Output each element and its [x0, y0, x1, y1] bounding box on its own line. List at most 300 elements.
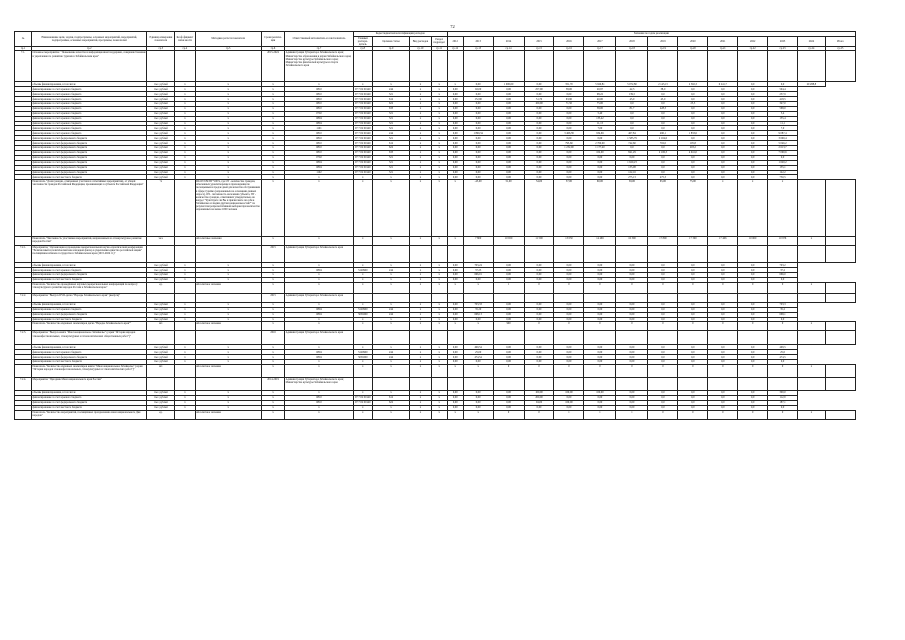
finance-value: 0,0 [708, 302, 738, 307]
finance-value: 0,00 [554, 273, 584, 278]
indicator-value: х [261, 237, 285, 246]
header-year-2023: 2023 [768, 36, 798, 46]
finance-value: 0,0 [768, 360, 798, 365]
finance-value: х [410, 390, 431, 395]
header-year-2016: 2016 [554, 36, 584, 46]
finance-value: х [261, 350, 285, 355]
finance-value: 244 [372, 268, 409, 273]
finance-value: 0,00 [447, 175, 463, 180]
finance-value: 668,13 [463, 312, 493, 317]
finance-value: 0810 [285, 136, 353, 141]
finance-value: х [261, 345, 285, 350]
indicator-value: х [431, 410, 447, 419]
finance-value: 0,0 [648, 317, 678, 322]
item-name: Мероприятие "Выпуск книги "Многонациональное Забайкалье" (серия "История народов этноконфессиональных, этнокультурных и этнополитических общественных работ")" [32, 331, 147, 345]
finance-value: 0810 [285, 146, 353, 151]
finance-value: х [195, 82, 261, 87]
finance-value: 0,00 [616, 345, 648, 350]
finance-value: 0,00 [616, 302, 648, 307]
finance-value: х [195, 355, 261, 360]
finance-value: х [195, 87, 261, 92]
finance-value: 750,5 [768, 175, 798, 180]
finance-value: 0,00 [616, 155, 648, 160]
finance-value: 703,24 [463, 263, 493, 268]
finance-value: х [285, 175, 353, 180]
indicator-unit: шт. [147, 364, 175, 377]
finance-value: х [261, 302, 285, 307]
finance-value: х [175, 277, 195, 282]
finance-value: х [372, 317, 409, 322]
finance-value: х [261, 141, 285, 146]
finance-value: 0,00 [463, 160, 493, 165]
finance-value: 0,0 [648, 360, 678, 365]
finance-value: 0,0 [708, 116, 738, 121]
finance-value: 0,00 [493, 390, 524, 395]
finance-value: 0,0 [738, 82, 768, 87]
finance-label: финансирование за счет федерального бюджета [32, 312, 147, 317]
finance-value: х [175, 400, 195, 405]
header-year-2019: 2019 [648, 36, 678, 46]
finance-value: 0702 [285, 111, 353, 116]
finance-value: 474,54 [463, 355, 493, 360]
finance-value: 38,0 [648, 87, 678, 92]
finance-value: х [353, 345, 372, 350]
finance-value: х [431, 312, 447, 317]
finance-value: тыс. рублей [147, 126, 175, 131]
finance-value: 0,00 [463, 146, 493, 151]
finance-value: 0,00 [493, 317, 524, 322]
finance-value: х [431, 126, 447, 131]
empty-cell [678, 246, 708, 263]
finance-value: 0,00 [493, 131, 524, 136]
column-number-cell: гр.24 [798, 46, 826, 51]
indicator-value: 17 406 [708, 237, 738, 246]
empty-cell [738, 293, 768, 302]
finance-value: 0,0 [738, 97, 768, 102]
finance-value: 1 177,40 [584, 146, 616, 151]
finance-value: тыс. рублей [147, 390, 175, 395]
finance-value: 0,0 [616, 111, 648, 116]
finance-value: 0810 [285, 141, 353, 146]
indicator-value: х [738, 180, 768, 237]
finance-value: 0,0 [708, 263, 738, 268]
indicator-value: 57,00 [554, 180, 584, 237]
finance-value: 0,00 [554, 175, 584, 180]
empty-cell [825, 237, 855, 246]
finance-value: х [431, 150, 447, 155]
indicator-value: 11 500 [524, 237, 554, 246]
finance-value: х [175, 82, 195, 87]
item-deadline: 2014-2019 [261, 377, 285, 390]
header-name: Наименование цели, задачи, подпрограммы, основных мероприятий, мероприятий, подпрограммы, основных мероприятий, программы, показателей [32, 32, 147, 47]
finance-label: финансирование за счет федерального бюджета [32, 150, 147, 155]
finance-value: 0804 [285, 165, 353, 170]
finance-label: финансирование за счет краевого бюджета [32, 307, 147, 312]
finance-value: 0,0 [678, 175, 708, 180]
finance-value: 35,20 [463, 307, 493, 312]
indicator-method: Абсолютное значение [195, 410, 261, 419]
finance-value: 0,0 [768, 277, 798, 282]
empty-cell [493, 331, 524, 345]
finance-value: х [261, 150, 285, 155]
empty-cell [798, 377, 826, 390]
finance-value: х [410, 345, 431, 350]
finance-value: х [410, 82, 431, 87]
finance-value: х [410, 136, 431, 141]
column-number-cell: гр.6 [261, 46, 285, 51]
finance-value: 1101 [285, 126, 353, 131]
finance-label: финансирование за счет федерального бюджета [32, 165, 147, 170]
indicator-value: 0 [493, 410, 524, 419]
finance-value: 0,0 [678, 160, 708, 165]
header-deadline: Сроки реализа- ции [261, 32, 285, 47]
item-name: Мероприятие "Организация и проведение межрегиональной научно-практической конференции "Религиозный и политический как ключевой фактор в укреплении единства российской нации" посвящённая юбилею государства в Забайкальском крае (2015-2024 гг.)" [32, 246, 147, 263]
finance-value: х [175, 106, 195, 111]
finance-value: 0,00 [584, 355, 616, 360]
finance-value: 0,00 [524, 165, 554, 170]
finance-value: 0,00 [493, 150, 524, 155]
finance-value: 0,00 [447, 121, 463, 126]
finance-value: 0,0 [648, 405, 678, 410]
indicator-value: х [372, 364, 409, 377]
indicator-value: х [447, 322, 463, 331]
finance-value: 0804 [285, 312, 353, 317]
finance-value: 0,0 [678, 87, 708, 92]
indicator-value: х [285, 410, 353, 419]
finance-value: 172,90 [463, 97, 493, 102]
header-coef: Коэф фициент значи мости [175, 32, 195, 47]
finance-value: х [431, 82, 447, 87]
finance-value: 0,00 [584, 317, 616, 322]
finance-value: 0810 [285, 97, 353, 102]
finance-value: х [285, 360, 353, 365]
item-name: Мероприятие "Праздник Многонационального края России" [32, 377, 147, 390]
empty-cell [825, 180, 855, 237]
finance-value: 100,00 [554, 400, 584, 405]
finance-label: финансирование за счет федерального бюджета [32, 146, 147, 151]
finance-value: 0,00 [447, 87, 463, 92]
finance-value: х [261, 390, 285, 395]
finance-value: 42,3 [616, 87, 648, 92]
finance-value: 0,00 [524, 150, 554, 155]
finance-value: 07 7 02 00140 [355, 112, 371, 116]
finance-value: 1 620,2 [768, 160, 798, 165]
empty-cell [708, 293, 738, 302]
finance-value: 0,00 [463, 175, 493, 180]
finance-label: финансирование за счет местного бюджета [32, 405, 147, 410]
finance-value: 5,4 [768, 111, 798, 116]
finance-value: 0,0 [648, 302, 678, 307]
finance-value: 703,2 [768, 263, 798, 268]
finance-value: х [431, 170, 447, 175]
finance-value: 0,00 [584, 170, 616, 175]
finance-value: 0,0 [708, 97, 738, 102]
indicator-value: х [372, 322, 409, 331]
empty-cell [825, 293, 855, 302]
finance-value: х [431, 160, 447, 165]
empty-cell [584, 246, 616, 263]
finance-value: 0,00 [584, 268, 616, 273]
finance-value: 0,00 [463, 150, 493, 155]
finance-value: 0,0 [678, 155, 708, 160]
finance-value: 0,00 [493, 170, 524, 175]
finance-value: 0,00 [447, 350, 463, 355]
finance-value: х [195, 273, 261, 278]
finance-value: 5 920,81 [584, 82, 616, 87]
finance-value: 0,0 [738, 360, 768, 365]
finance-value: 2 592,3 [678, 82, 708, 87]
empty-cell [493, 293, 524, 302]
indicator-value: 17 800 [648, 237, 678, 246]
empty-cell [648, 331, 678, 345]
finance-value: 0,0 [678, 170, 708, 175]
finance-value: х [195, 268, 261, 273]
empty-cell [584, 293, 616, 302]
empty-cell [147, 51, 175, 82]
finance-value: 0,00 [493, 106, 524, 111]
finance-value: 0,0 [648, 307, 678, 312]
finance-value: х [261, 268, 285, 273]
finance-value: х [431, 317, 447, 322]
indicator-value: х [410, 237, 431, 246]
finance-value: х [410, 141, 431, 146]
finance-value: х [175, 360, 195, 365]
finance-value: 0,00 [447, 268, 463, 273]
finance-value: 0,00 [524, 146, 554, 151]
finance-value: 0,0 [708, 160, 738, 165]
finance-value: 795,60 [554, 141, 584, 146]
finance-value: 0,00 [554, 136, 584, 141]
finance-value: 0,0 [648, 126, 678, 131]
empty-cell [15, 364, 32, 377]
finance-value: х [195, 360, 261, 365]
finance-value: х [431, 141, 447, 146]
indicator-value: х [431, 180, 447, 237]
finance-value: 0,00 [524, 131, 554, 136]
finance-value: 300,0 [768, 390, 798, 395]
column-number-cell: гр.10 [410, 46, 431, 51]
finance-value: 0,00 [447, 155, 463, 160]
indicator-value: 0 [768, 282, 798, 293]
finance-value: 0,00 [463, 165, 493, 170]
finance-value: 0,00 [554, 350, 584, 355]
finance-value: 0,00 [524, 170, 554, 175]
finance-value: х [175, 150, 195, 155]
finance-value: х [285, 317, 353, 322]
finance-value: х [175, 131, 195, 136]
finance-value: тыс. рублей [147, 146, 175, 151]
finance-value: 0,0 [738, 136, 768, 141]
empty-cell [195, 51, 261, 82]
indicator-value: х [447, 180, 463, 237]
indicator-value: х [261, 180, 285, 237]
empty-cell [372, 51, 409, 82]
column-number-cell: гр.17 [584, 46, 616, 51]
indicator-value: х [372, 180, 409, 237]
finance-value: х [195, 146, 261, 151]
finance-value: 244 [372, 87, 409, 92]
finance-value: 0,00 [463, 390, 493, 395]
empty-cell [447, 51, 463, 82]
finance-value: х [195, 350, 261, 355]
finance-value: 9 087,4 [768, 131, 798, 136]
indicator-value: х [285, 180, 353, 237]
finance-value: х [195, 400, 261, 405]
finance-value: 0,0 [678, 350, 708, 355]
empty-cell [463, 51, 493, 82]
finance-value: х [410, 400, 431, 405]
page-number: 72 [450, 24, 455, 29]
indicator-value: 900 [493, 322, 524, 331]
finance-value: 0,0 [708, 141, 738, 146]
finance-value: 0,0 [708, 345, 738, 350]
finance-value: тыс. рублей [147, 97, 175, 102]
indicator-method: Ш=ОТ/ОЧ/ПТ*100%, где ОТ - количество граждан, отмеченных удовлетворение в прохождении по посещаемым и продле дней для качества обслуживания в сфере туризма (опрошенных на основании данных опроса), ОЧ - численность населения субъекта, ПТ - количество граждан, ответивших утвердительно на вопрос "Чувствуете ли Вы и причисляете ли себя к Забайкалью и людям другим национальностей?" по результатам репрезентативной выборки при количестве опрошенных не менее 1000 человек [195, 180, 261, 237]
finance-value: 0,0 [678, 97, 708, 102]
finance-value: х [261, 155, 285, 160]
indicator-value: х [447, 364, 463, 377]
finance-value: 0,00 [524, 345, 554, 350]
finance-value: х [261, 160, 285, 165]
finance-value: 45,0 [616, 97, 648, 102]
finance-value: 321 [372, 160, 409, 165]
finance-value: 0,00 [493, 141, 524, 146]
finance-value: 100,00 [524, 102, 554, 107]
finance-value: 0,00 [447, 92, 463, 97]
finance-value: 418,5 [768, 97, 798, 102]
finance-value: х [261, 126, 285, 131]
indicator-value: 63,00 [616, 180, 648, 237]
finance-value: х [261, 395, 285, 400]
finance-value: х [431, 136, 447, 141]
indicator-value: 0 [768, 364, 798, 377]
empty-cell [825, 322, 855, 331]
finance-value: х [372, 405, 409, 410]
empty-cell [768, 293, 798, 302]
finance-value: 2 104,6 [648, 136, 678, 141]
finance-value: х [261, 146, 285, 151]
finance-value: тыс. рублей [147, 263, 175, 268]
finance-label: финансирование за счет краевого бюджета [32, 395, 147, 400]
finance-label: финансирование за счет федерального бюджета [32, 355, 147, 360]
finance-value: 568,0 [768, 106, 798, 111]
finance-value: 11,1 [768, 121, 798, 126]
indicator-value: 75,00 [678, 180, 708, 237]
finance-value: х [195, 106, 261, 111]
finance-value: х [261, 106, 285, 111]
finance-value: 07 7 02 00140 [355, 401, 371, 405]
finance-value: 0,00 [524, 268, 554, 273]
empty-cell [554, 51, 584, 82]
finance-value: х [261, 111, 285, 116]
indicator-value: 0 [768, 322, 798, 331]
finance-value: 0,00 [524, 273, 554, 278]
finance-value: х [285, 82, 353, 87]
finance-value: х [261, 97, 285, 102]
finance-value: х [261, 116, 285, 121]
empty-cell [372, 377, 409, 390]
finance-value: 0,0 [738, 116, 768, 121]
finance-label: финансирование за счет краевого бюджета [32, 350, 147, 355]
empty-cell [798, 180, 826, 237]
header-year-2022: 2022 [738, 36, 768, 46]
finance-value: 63,90 [554, 97, 584, 102]
empty-cell [616, 331, 648, 345]
finance-value: тыс. рублей [147, 312, 175, 317]
finance-value: 0,00 [554, 355, 584, 360]
item-executor: Администрация Губернатора Забайкальского края [285, 293, 353, 302]
indicator-value: 0 [584, 364, 616, 377]
empty-cell [738, 377, 768, 390]
finance-value: 0,0 [648, 170, 678, 175]
finance-value: х [353, 317, 372, 322]
empty-cell [524, 246, 554, 263]
indicator-value: 0 [616, 282, 648, 293]
finance-value: 0,0 [616, 102, 648, 107]
indicator-value: 0 [708, 364, 738, 377]
finance-value: тыс. рублей [147, 111, 175, 116]
item-deadline: 2016 [261, 331, 285, 345]
header-values-group: Значения по годам реализации [447, 32, 855, 37]
finance-value: 37,23 [463, 268, 493, 273]
finance-value: 474,5 [768, 355, 798, 360]
finance-value: х [285, 345, 353, 350]
finance-value: 0,00 [493, 87, 524, 92]
indicator-method: Абсолютное значение [195, 364, 261, 377]
finance-value: 0,00 [463, 116, 493, 121]
finance-value: 633 [372, 150, 409, 155]
finance-value: 0,00 [447, 146, 463, 151]
finance-value: х [410, 87, 431, 92]
finance-value: 0,0 [678, 165, 708, 170]
finance-value: 0,00 [447, 116, 463, 121]
indicator-value: 10 976 [768, 237, 798, 246]
finance-value: х [175, 146, 195, 151]
finance-value: 0,0 [648, 92, 678, 97]
header-year-2024: 2024 [798, 36, 826, 46]
empty-cell [648, 246, 678, 263]
finance-value: 347,0 [768, 102, 798, 107]
finance-value: 244 [372, 355, 409, 360]
finance-value: х [195, 92, 261, 97]
finance-value: 0,00 [447, 312, 463, 317]
indicator-value: х [285, 364, 353, 377]
finance-value: 0810 [285, 395, 353, 400]
finance-value: 321 [372, 121, 409, 126]
finance-value: 0,0 [616, 116, 648, 121]
finance-value: 0,00 [584, 155, 616, 160]
finance-value: х [410, 355, 431, 360]
finance-value: 0,0 [678, 116, 708, 121]
finance-value: тыс. рублей [147, 345, 175, 350]
indicator-value: х [353, 410, 372, 419]
indicator-row [15, 410, 856, 419]
item-deadline: 2015 [261, 246, 285, 263]
indicator-value: 1 [554, 410, 584, 419]
finance-value: 0,0 [648, 146, 678, 151]
finance-value: тыс. рублей [147, 102, 175, 107]
finance-value: 0,00 [493, 277, 524, 282]
finance-value: 35,2 [768, 307, 798, 312]
finance-value: тыс. рублей [147, 160, 175, 165]
empty-cell [447, 293, 463, 302]
indicator-unit: ед. [147, 410, 175, 419]
finance-value: 0,00 [493, 400, 524, 405]
column-number-cell: гр.25 [825, 46, 855, 51]
finance-value: х [195, 307, 261, 312]
finance-value: 0,00 [524, 121, 554, 126]
finance-value: 0,00 [554, 170, 584, 175]
